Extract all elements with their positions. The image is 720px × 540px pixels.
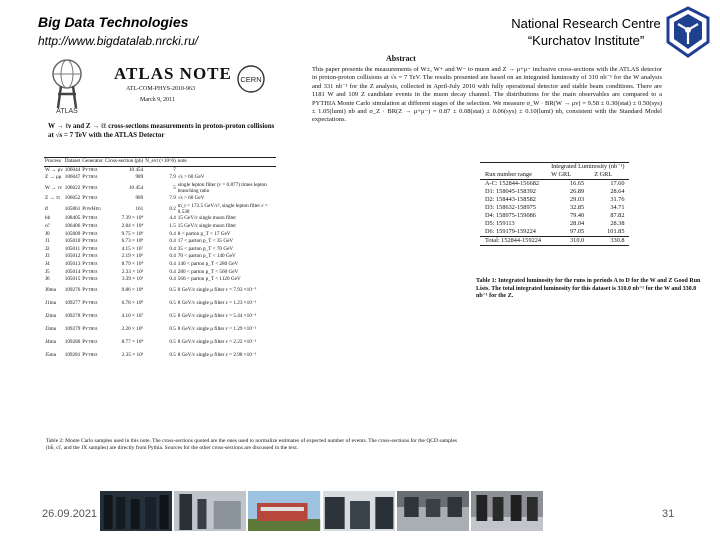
table-cell: Pythia bbox=[82, 245, 98, 252]
table-cell: Pythia bbox=[82, 313, 98, 320]
table-cell: A-C: 152844-156682 bbox=[485, 180, 540, 187]
table-cell: 0.4 bbox=[169, 245, 176, 252]
table-cell: 0.5 bbox=[169, 300, 176, 307]
table-cell: 15 GeV/c single muon filter bbox=[177, 215, 236, 222]
col-header: note bbox=[177, 158, 276, 167]
table-cell: 17.60 bbox=[610, 180, 625, 187]
table-cell: 32.85 bbox=[570, 204, 585, 211]
table-cell: 560 < parton p_T < 1120 GeV bbox=[177, 276, 241, 283]
table-cell: 109277 bbox=[64, 300, 81, 307]
table-cell: W → τν bbox=[45, 185, 63, 192]
header-left bbox=[38, 14, 198, 48]
table-total-row bbox=[480, 237, 629, 246]
table-cell: 109278 bbox=[64, 313, 81, 320]
table-cell: D1: 158045-158392 bbox=[485, 188, 536, 195]
table-cell: 106047 bbox=[64, 174, 81, 181]
table-cell: 310.0 bbox=[546, 237, 589, 246]
table-cell: 106406 bbox=[64, 222, 81, 229]
table-cell: 9.86 × 10⁹ bbox=[121, 287, 144, 294]
table-cell: 0.5 bbox=[169, 287, 176, 294]
table-cell: 7.9 bbox=[169, 194, 176, 201]
table-cell: 106022 bbox=[64, 185, 81, 192]
table-cell: 34.71 bbox=[610, 204, 625, 211]
photo-strip bbox=[100, 491, 543, 531]
table-header-row bbox=[44, 158, 276, 167]
slide-header-title: Big Data Technologies bbox=[38, 14, 189, 30]
table-cell: D2: 158443-158582 bbox=[485, 196, 536, 203]
table-cell: 87.82 bbox=[610, 212, 625, 219]
table-cell: 3.39 × 10¹ bbox=[121, 276, 144, 283]
table-cell: 140 < parton p_T < 280 GeV bbox=[177, 260, 239, 267]
photo-cooling-units bbox=[397, 491, 469, 531]
col-header: N_evt (×10^6) bbox=[144, 158, 177, 167]
table-row bbox=[44, 323, 276, 336]
table-cell: J5mu bbox=[45, 352, 57, 359]
table-row bbox=[44, 246, 276, 254]
table-cell: 0.5 bbox=[169, 352, 176, 359]
table-cell: Pythia bbox=[82, 222, 98, 229]
table-cell: 0.4 bbox=[169, 238, 176, 245]
table-cell: Pythia bbox=[82, 260, 98, 267]
table1-caption: Table 1: Integrated luminosity for the runs in periods A to D for the W and Z Good Run Lists. The total integrated luminosity for this dataset is 310.0 nb⁻¹ for the W and 330.8 nb⁻¹ for the Z. bbox=[476, 278, 701, 300]
table-cell: W → μν bbox=[45, 166, 63, 173]
table-header-row bbox=[480, 171, 629, 180]
table-cell: 4.15 × 10⁷ bbox=[121, 245, 144, 252]
table-cell: J4 bbox=[45, 260, 50, 267]
org-line-1: National Research Centre bbox=[511, 16, 661, 31]
note-title: ATLAS NOTE bbox=[114, 64, 232, 83]
table-row bbox=[480, 220, 629, 228]
luminosity-table bbox=[480, 162, 629, 246]
table-cell: 8 GeV/c single μ filter ε = 1.29 ×10⁻² bbox=[177, 326, 257, 333]
header-org bbox=[496, 15, 676, 49]
table-cell: 28.04 bbox=[570, 220, 585, 227]
table-cell: Pythia bbox=[82, 253, 98, 260]
footer-date: 26.09.2021 bbox=[42, 508, 98, 520]
table-cell: 15 GeV/c single muon filter bbox=[177, 222, 236, 229]
table-row bbox=[44, 349, 276, 362]
lumi-main-header: Integrated Luminosity (nb⁻¹) bbox=[546, 163, 629, 172]
table-cell: Pythia bbox=[82, 276, 98, 283]
table-cell: Pythia bbox=[82, 185, 98, 192]
table-cell: Pythia bbox=[82, 268, 98, 275]
table-cell: 2.35 × 10³ bbox=[121, 352, 144, 359]
table-cell: 5 bbox=[173, 185, 176, 192]
table-cell: D3: 158632-158975 bbox=[485, 204, 536, 211]
table-row bbox=[44, 166, 276, 174]
abstract-title: Abstract bbox=[386, 54, 416, 63]
table-cell: Pythia bbox=[82, 215, 98, 222]
table-cell: √s > 60 GeV bbox=[177, 194, 205, 201]
table-cell: 280 < parton p_T < 560 GeV bbox=[177, 268, 239, 275]
table-cell: 9.75 × 10⁹ bbox=[121, 230, 144, 237]
table-cell: 105015 bbox=[64, 276, 81, 283]
table-cell: 105861 bbox=[64, 205, 81, 212]
table-row bbox=[44, 182, 276, 195]
table-cell: 2.19 × 10⁶ bbox=[121, 253, 144, 260]
table-cell: 97.05 bbox=[570, 228, 585, 235]
table-cell: 0.2 bbox=[169, 205, 176, 212]
table-row bbox=[480, 196, 629, 204]
table-cell: bb̄ bbox=[45, 215, 51, 222]
table-cell: Pythia bbox=[82, 339, 98, 346]
table-cell: 6.78 × 10⁸ bbox=[121, 300, 144, 307]
table-cell: 105010 bbox=[64, 238, 81, 245]
table-cell: Pythia bbox=[82, 174, 98, 181]
table-cell: 0.5 bbox=[169, 326, 176, 333]
table-row bbox=[44, 276, 276, 284]
photo-server-racks-1 bbox=[100, 491, 172, 531]
table-cell: 6.73 × 10⁸ bbox=[121, 238, 144, 245]
table-cell: 0.4 bbox=[169, 276, 176, 283]
table-cell: 109276 bbox=[64, 287, 81, 294]
table-row bbox=[44, 195, 276, 203]
table-cell: 2.84 × 10⁴ bbox=[121, 222, 144, 229]
table-cell: 0.4 bbox=[169, 253, 176, 260]
table-cell: m_t = 172.5 GeV/c², single lepton filter ε = 0.538 bbox=[177, 202, 268, 215]
table-cell: Pythia bbox=[82, 166, 98, 173]
table-cell: 8 < parton p_T < 17 GeV bbox=[177, 230, 231, 237]
table-cell: 8 GeV/c single μ filter ε = 1.23 ×10⁻³ bbox=[177, 300, 257, 307]
table-cell: 0.4 bbox=[169, 268, 176, 275]
table-cell: D5: 159113 bbox=[485, 220, 515, 227]
table-cell: D4: 158975-159086 bbox=[485, 212, 536, 219]
note-date: March 9, 2011 bbox=[140, 97, 175, 103]
table-row bbox=[44, 297, 276, 310]
table-cell: 0.4 bbox=[169, 260, 176, 267]
paper-title: W → ℓν and Z → ℓℓ cross-sections measurements in proton-proton collisions at √s = 7 TeV with the ATLAS Detector bbox=[48, 122, 275, 139]
table-cell: 0.5 bbox=[169, 339, 176, 346]
table-cell: J2mu bbox=[45, 313, 57, 320]
table-cell: 105013 bbox=[64, 260, 81, 267]
table-cell: J1 bbox=[45, 238, 50, 245]
table-cell: 109280 bbox=[64, 339, 81, 346]
table-cell: J6 bbox=[45, 276, 50, 283]
table-row bbox=[480, 180, 629, 189]
page-number: 31 bbox=[662, 508, 675, 520]
table-cell: J3 bbox=[45, 253, 50, 260]
table-row bbox=[44, 310, 276, 323]
table-cell: J3mu bbox=[45, 326, 57, 333]
table-cell: 7 bbox=[173, 166, 176, 173]
table-cell: Pythia bbox=[82, 287, 98, 294]
table-cell: J0mu bbox=[45, 287, 57, 294]
table-cell: 1.5 bbox=[169, 222, 176, 229]
table-row bbox=[480, 188, 629, 196]
photo-datacenter-hall bbox=[323, 491, 395, 531]
table-row bbox=[480, 204, 629, 212]
table-cell: 4.10 × 10⁷ bbox=[121, 313, 144, 320]
table-row bbox=[44, 253, 276, 261]
table-cell: Total: 152844-159224 bbox=[480, 237, 546, 246]
table-cell: J0 bbox=[45, 230, 50, 237]
table-row bbox=[44, 269, 276, 277]
table-cell: J2 bbox=[45, 245, 50, 252]
table-cell: 109279 bbox=[64, 326, 81, 333]
table-cell: Z → μμ bbox=[45, 174, 62, 181]
col-header: Dataset bbox=[64, 158, 82, 167]
table-cell: √s > 60 GeV bbox=[177, 174, 205, 181]
table-cell: 109281 bbox=[64, 352, 81, 359]
table-cell: tt̄ bbox=[45, 205, 48, 212]
table-cell: 7.9 bbox=[169, 174, 176, 181]
mc-samples-table bbox=[44, 157, 276, 362]
table-row bbox=[480, 228, 629, 237]
table-cell: 31.76 bbox=[610, 196, 625, 203]
table-row bbox=[44, 336, 276, 349]
table-cell: Pythia bbox=[82, 238, 98, 245]
table-cell: 79.40 bbox=[570, 212, 585, 219]
table-cell: 989 bbox=[135, 194, 144, 201]
photo-cluster-room bbox=[471, 491, 543, 531]
table-cell: Z → ττ bbox=[45, 194, 61, 201]
table-cell: 7.39 × 10⁴ bbox=[121, 215, 144, 222]
table-cell: 8.79 × 10⁴ bbox=[121, 260, 144, 267]
col-header: Cross-section (pb) bbox=[104, 158, 144, 167]
abstract-text: This paper presents the measurements of W±, W+ and W− to muon and Z → μ+μ− inclusive cross-sections with the ATLAS detector in proton-proton collisions at √s = 7 TeV. The results presented are based on an integrated luminosity of 310 nb⁻¹ for the W analysis and 331 nb⁻¹ for the Z analysis, collected in April-July 2010 with fully operational detector and stable beam conditions. There are 1181 W and 109 Z candidate events in the muon decay channel. The distributions for the main observables are compared to a PYTHIA Monte Carlo simulation at different stages of the selection. We measure σ_W · BR(W → μν) = 9.58 ± 0.30(stat) ± 0.50(sys) ± 1.05(lumi) nb and σ_Z · BR(Z → μ+μ−) = 0.87 ± 0.08(stat) ± 0.06(sys) ± 0.10(lumi) nb, consistent with the Standard Model expectations. bbox=[312, 66, 662, 124]
table-cell: J4mu bbox=[45, 339, 57, 346]
table-cell: 106052 bbox=[64, 194, 81, 201]
table-cell: 106044 bbox=[64, 166, 81, 173]
table-row bbox=[44, 261, 276, 269]
table-cell: 161 bbox=[135, 205, 144, 212]
table-cell: 26.89 bbox=[570, 188, 585, 195]
table-cell: D6: 159179-159224 bbox=[485, 228, 536, 235]
table-cell: 8 GeV/c single μ filter ε = 5.44 ×10⁻³ bbox=[177, 313, 257, 320]
table-cell: 0.5 bbox=[169, 313, 176, 320]
table-cell: PowHeg bbox=[82, 205, 101, 212]
table-row bbox=[44, 202, 276, 215]
table-cell: Pythia bbox=[82, 300, 98, 307]
note-id: ATL-COM-PHYS-2010-963 bbox=[126, 86, 195, 92]
table-cell: Pythia bbox=[82, 194, 98, 201]
cern-logo-text: CERN bbox=[240, 75, 262, 84]
table-row bbox=[44, 215, 276, 223]
table-cell: 2.20 × 10⁶ bbox=[121, 326, 144, 333]
header-url: http://www.bigdatalab.nrcki.ru/ bbox=[38, 34, 199, 48]
org-line-2: “Kurchatov Institute” bbox=[527, 33, 645, 48]
table-cell: 105014 bbox=[64, 268, 81, 275]
col-header: Run number range bbox=[480, 171, 546, 180]
table-cell: single lepton filter (ε = 0.877) times lepton branching ratio bbox=[177, 182, 267, 195]
table-row bbox=[480, 212, 629, 220]
table-cell: Pythia bbox=[82, 326, 98, 333]
atlas-logo-icon bbox=[44, 58, 90, 114]
table-cell: 8 GeV/c single μ filter ε = 2.22 ×10⁻² bbox=[177, 339, 257, 346]
table-cell: 8 GeV/c single μ filter ε = 2.98 ×10⁻² bbox=[177, 352, 257, 359]
table-header-row bbox=[480, 163, 629, 172]
table-cell: 105011 bbox=[64, 245, 81, 252]
col-header: Generator bbox=[81, 158, 104, 167]
cern-logo-icon bbox=[234, 64, 268, 94]
table2-caption: Table 2: Monte Carlo samples used in this note. The cross-sections quoted are the ones used to normalize estimates of expected number of events. The cross-sections for the QCD samples (bb̄, cc̄, and the JX samples) are directly from Pythia. Sources for the other cross-sections are discussed in the text. bbox=[46, 438, 458, 451]
table-cell: 16.65 bbox=[570, 180, 585, 187]
table-cell: J5 bbox=[45, 268, 50, 275]
table-cell: 105012 bbox=[64, 253, 81, 260]
photo-server-racks-2 bbox=[174, 491, 246, 531]
table-cell: Pythia bbox=[82, 352, 98, 359]
col-header: W GRL bbox=[546, 171, 589, 180]
table-cell: 108405 bbox=[64, 215, 81, 222]
table-cell: 29.03 bbox=[570, 196, 585, 203]
atlas-logo-text: ATLAS bbox=[56, 108, 78, 114]
table-cell bbox=[177, 166, 276, 174]
table-cell: 10 454 bbox=[128, 185, 144, 192]
col-header: Z GRL bbox=[589, 171, 629, 180]
table-cell: 28.38 bbox=[610, 220, 625, 227]
table-cell: 70 < parton p_T < 140 GeV bbox=[177, 253, 236, 260]
table-row bbox=[44, 284, 276, 297]
col-header: Process bbox=[44, 158, 64, 167]
table-cell: 4.4 bbox=[169, 215, 176, 222]
table-row bbox=[44, 174, 276, 182]
table-cell: Pythia bbox=[82, 230, 98, 237]
table-cell: 989 bbox=[135, 174, 144, 181]
table-cell: cc̄ bbox=[45, 222, 50, 229]
table-row bbox=[44, 231, 276, 239]
table-cell: 2.33 × 10³ bbox=[121, 268, 144, 275]
table-cell: 10 454 bbox=[128, 166, 144, 173]
table-cell: 35 < parton p_T < 70 GeV bbox=[177, 245, 234, 252]
table-cell: J1mu bbox=[45, 300, 57, 307]
table-cell: 8 GeV/c single μ filter ε = 7.93 ×10⁻⁵ bbox=[177, 287, 257, 294]
table-cell: 28.64 bbox=[610, 188, 625, 195]
table-row bbox=[44, 238, 276, 246]
table-cell: 8.77 × 10⁴ bbox=[121, 339, 144, 346]
table-cell: 101.85 bbox=[607, 228, 625, 235]
kurchatov-logo-icon bbox=[664, 6, 712, 58]
table-cell: 0.4 bbox=[169, 230, 176, 237]
table-cell: 330.8 bbox=[589, 237, 629, 246]
table-row bbox=[44, 223, 276, 231]
table-cell: 17 < parton p_T < 35 GeV bbox=[177, 238, 234, 245]
photo-building bbox=[248, 491, 320, 531]
table-cell: 105009 bbox=[64, 230, 81, 237]
